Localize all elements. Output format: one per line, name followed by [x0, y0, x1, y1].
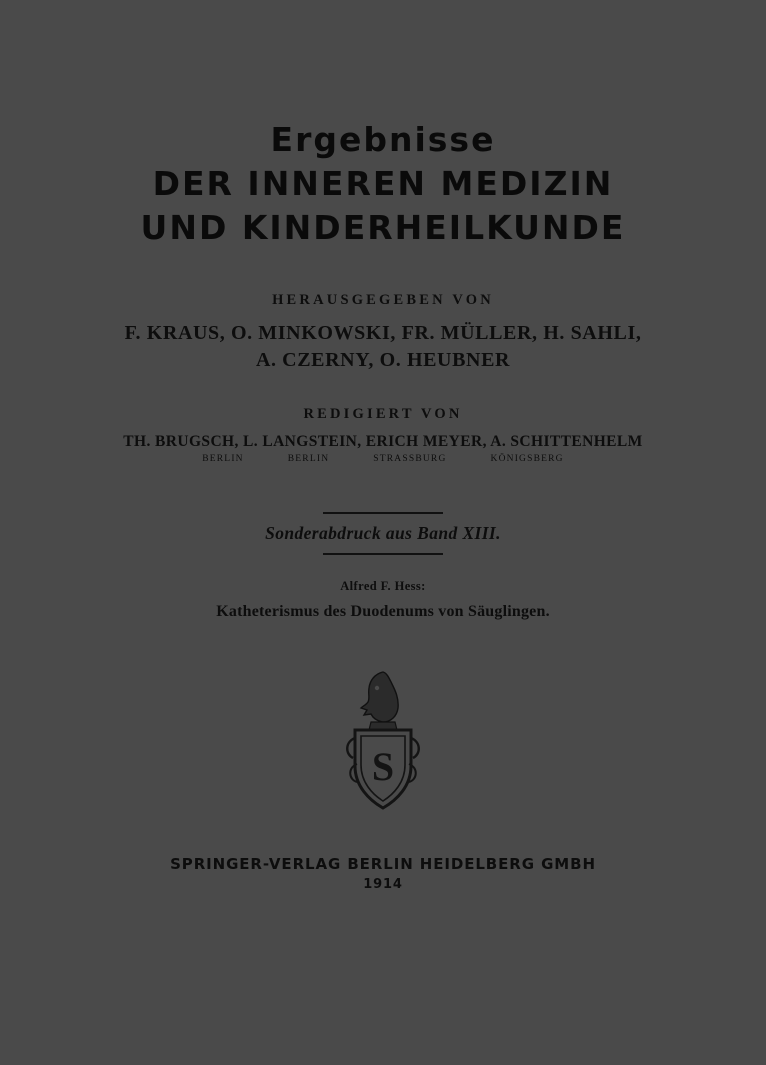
sonderabdruck-text: Sonderabdruck aus Band XIII.	[265, 523, 501, 543]
city-4: KÖNIGSBERG	[490, 454, 564, 464]
article-author: Alfred F. Hess:	[340, 579, 426, 593]
divider-top	[323, 512, 443, 514]
page-title	[0, 118, 766, 250]
publication-year: 1914	[363, 877, 403, 892]
herausgegeben-label: HERAUSGEGEBEN VON	[272, 292, 494, 308]
editors-list	[125, 320, 642, 374]
springer-knight-icon	[337, 668, 429, 816]
city-1: BERLIN	[202, 454, 244, 464]
logo-letter-s: S	[371, 744, 395, 789]
article-title: Katheterismus des Duodenums von Säuglingen.	[216, 603, 550, 620]
city-3: STRASSBURG	[373, 454, 447, 464]
redactors-list: TH. BRUGSCH, L. LANGSTEIN, ERICH MEYER, A. SCHITTENHELM	[123, 433, 643, 450]
city-2: BERLIN	[287, 454, 330, 464]
publisher-name: SPRINGER-VERLAG BERLIN HEIDELBERG GMBH	[170, 855, 596, 873]
title-line-2: DER INNEREN MEDIZIN	[152, 164, 614, 203]
editors-line-2: A. CZERNY, O. HEUBNER	[255, 349, 511, 371]
redactor-cities	[163, 454, 603, 464]
title-line-3: UND KINDERHEILKUNDE	[140, 208, 626, 247]
editors-line-1: F. KRAUS, O. MINKOWSKI, FR. MÜLLER, H. SAHLI,	[124, 322, 642, 344]
publisher-logo	[335, 667, 431, 817]
redigiert-label: REDIGIERT VON	[303, 406, 463, 422]
title-line-1: Ergebnisse	[270, 120, 496, 159]
divider-bottom	[323, 553, 443, 555]
